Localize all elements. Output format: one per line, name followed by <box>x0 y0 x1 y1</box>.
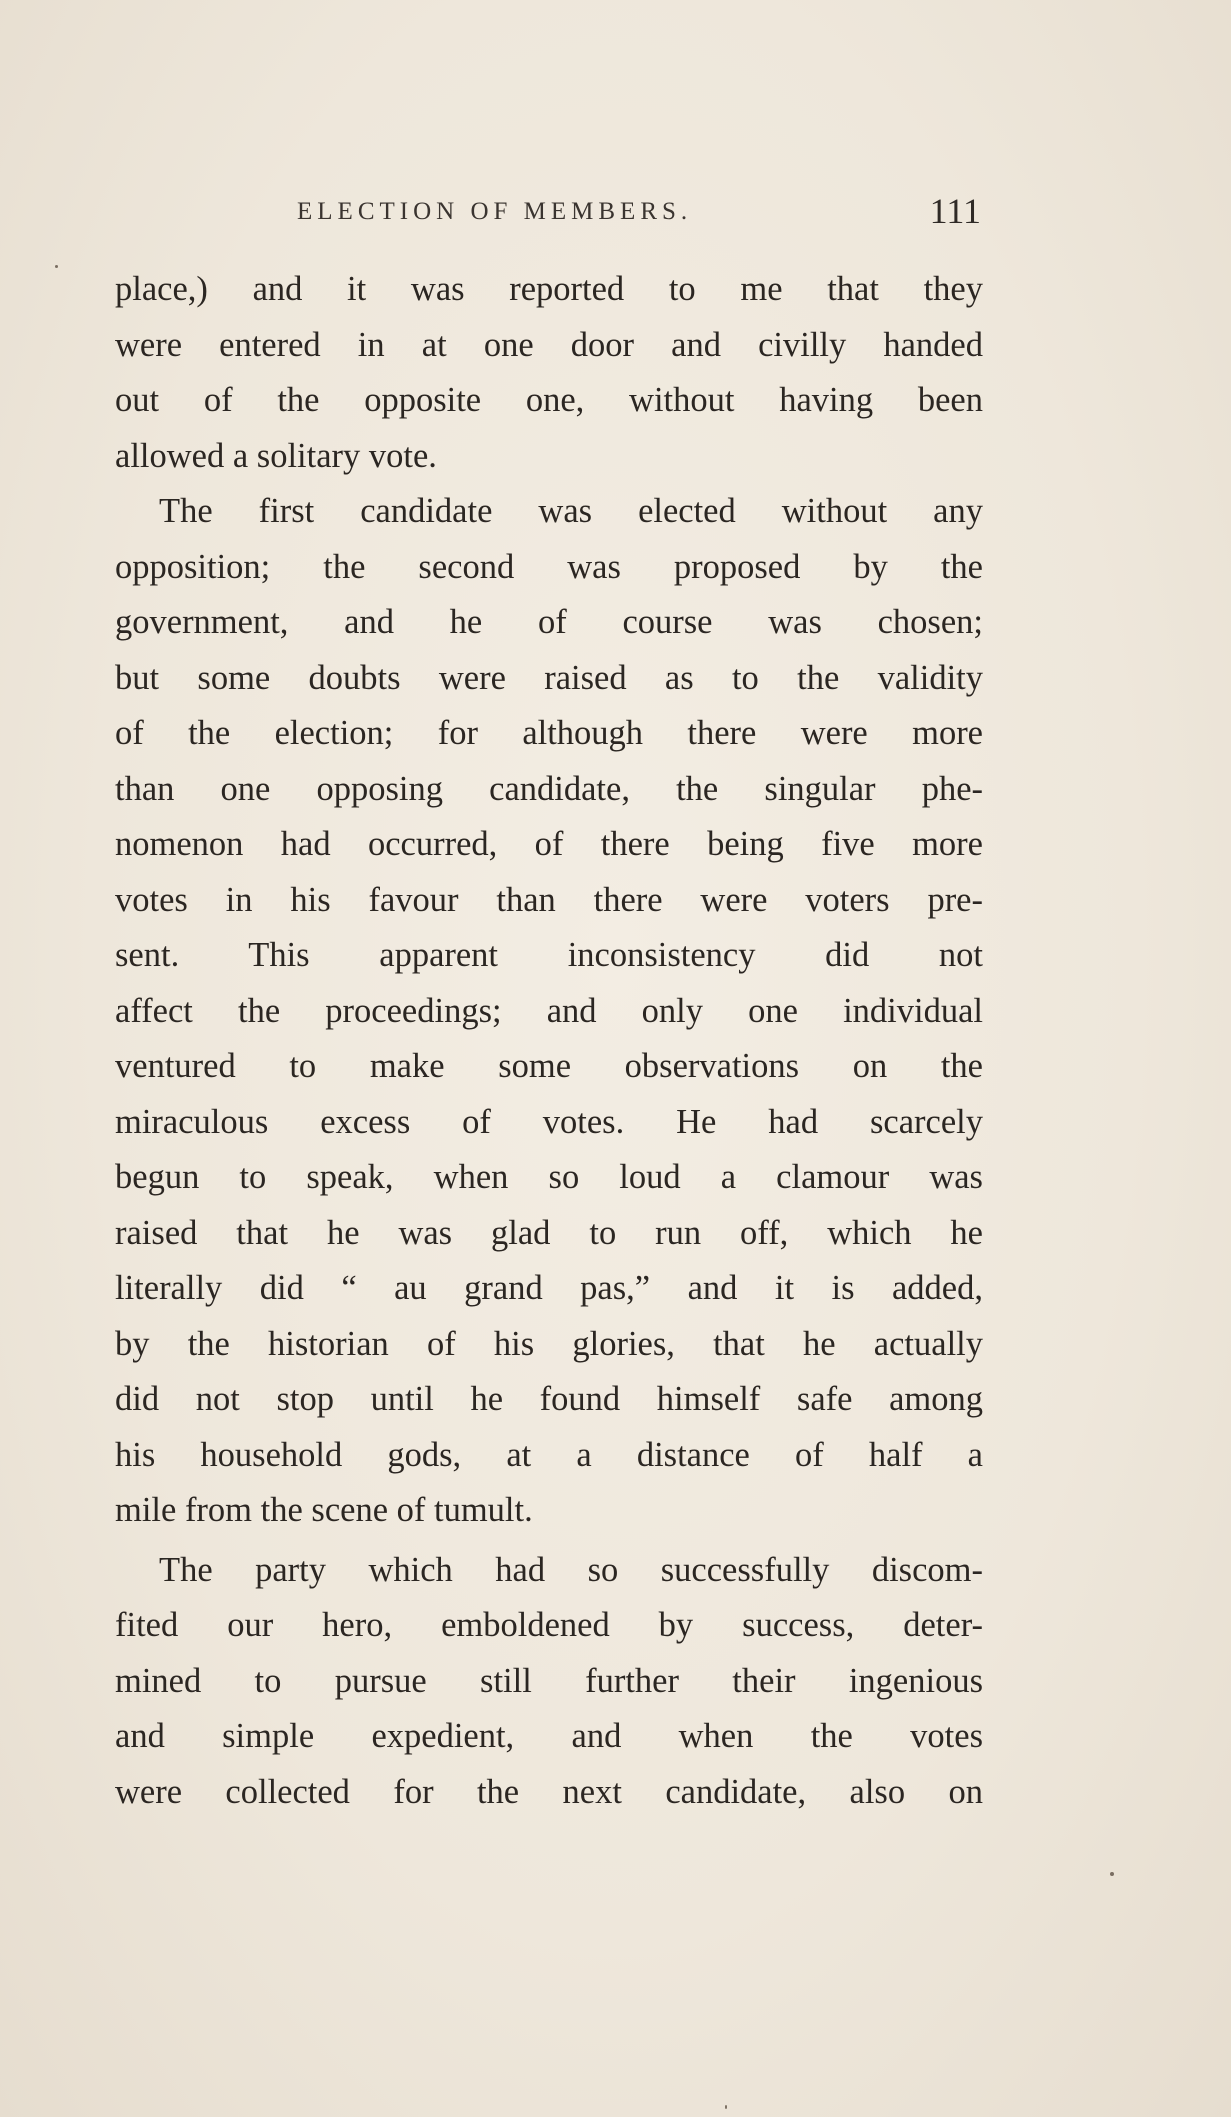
text-line: raised that he was glad to run off, which he <box>115 1213 983 1252</box>
text-line: nomenon had occurred, of there being five more <box>115 825 983 863</box>
text-line: but some doubts were raised as to the validity <box>115 658 983 697</box>
text-line: his household gods, at a distance of half a <box>115 1435 983 1474</box>
paragraph-3 <box>115 1543 983 1821</box>
text-line: allowed a solitary vote. <box>115 436 437 475</box>
text-line: literally did “ au grand pas,” and it is added, <box>115 1269 983 1307</box>
paper-speck <box>725 2105 727 2109</box>
text-line: place,) and it was reported to me that they <box>115 270 983 308</box>
paper-speck <box>55 265 58 268</box>
running-title: ELECTION OF MEMBERS. <box>297 198 693 225</box>
text-line: out of the opposite one, without having been <box>115 381 983 419</box>
text-line: fited our hero, emboldened by success, deter- <box>115 1606 983 1644</box>
text-line: miraculous excess of votes. He had scarcely <box>115 1102 983 1141</box>
body-text <box>115 262 983 1820</box>
paragraph-1 <box>115 262 983 484</box>
text-line: were collected for the next candidate, also on <box>115 1772 983 1811</box>
text-line: mined to pursue still further their ingenious <box>115 1661 983 1700</box>
text-line: by the historian of his glories, that he actually <box>115 1324 983 1363</box>
text-line: did not stop until he found himself safe among <box>115 1380 983 1418</box>
text-line: sent. This apparent inconsistency did not <box>115 936 983 974</box>
text-line: than one opposing candidate, the singular phe- <box>115 769 983 808</box>
text-line: begun to speak, when so loud a clamour was <box>115 1158 983 1196</box>
text-line: mile from the scene of tumult. <box>115 1491 533 1529</box>
paragraph-2 <box>115 484 983 1539</box>
paper-speck <box>1110 1872 1114 1876</box>
text-line: and simple expedient, and when the votes <box>115 1717 983 1755</box>
text-line: votes in his favour than there were voters pre- <box>115 880 983 919</box>
text-line: of the election; for although there were more <box>115 714 983 752</box>
text-line: ventured to make some observations on the <box>115 1047 983 1085</box>
text-line: The party which had so successfully discom- <box>159 1550 983 1589</box>
text-line: government, and he of course was chosen; <box>115 603 983 641</box>
page-header <box>115 190 985 242</box>
text-line: were entered in at one door and civilly handed <box>115 325 983 364</box>
page-number: 111 <box>929 191 981 231</box>
text-line: opposition; the second was proposed by the <box>115 547 983 586</box>
text-line: The first candidate was elected without any <box>159 492 983 530</box>
text-line: affect the proceedings; and only one individual <box>115 991 983 1030</box>
